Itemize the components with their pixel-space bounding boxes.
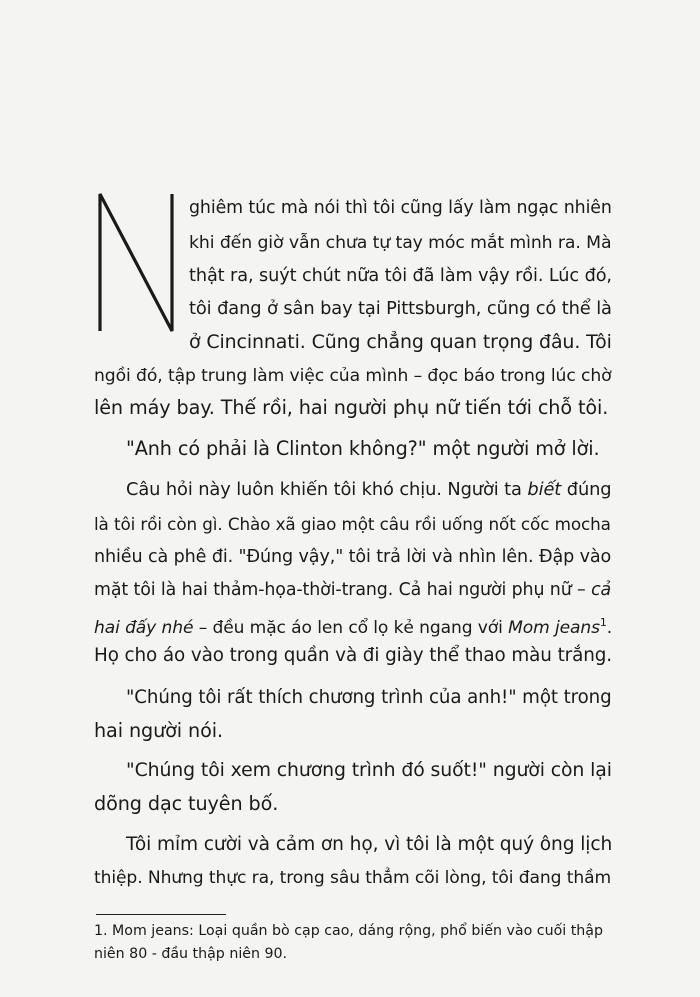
paragraph-1-line-2: khi đến giờ vẫn chưa tự tay móc mắt mình ra. Mà <box>189 233 612 253</box>
text-segment: Câu hỏi này luôn khiến tôi khó chịu. Người ta <box>126 479 528 500</box>
paragraph-1-line-4: tôi đang ở sân bay tại Pittsburgh, cũng có thể là <box>189 298 612 319</box>
paragraph-5-line-2: dõng dạc tuyên bố. <box>94 792 279 815</box>
footnote-reference: 1 <box>599 616 607 629</box>
paragraph-4-line-1: "Chúng tôi rất thích chương trình của anh!" một trong <box>126 687 612 708</box>
paragraph-1-line-3: thật ra, suýt chút nữa tôi đã làm vậy rồi. Lúc đó, <box>189 266 612 286</box>
footnote-line-2: niên 80 - đầu thập niên 90. <box>94 946 288 962</box>
paragraph-1-line-5: ở Cincinnati. Cũng chẳng quan trọng đâu. Tôi <box>189 331 612 353</box>
paragraph-1-line-7: lên máy bay. Thế rồi, hai người phụ nữ tiến tới chỗ tôi. <box>94 396 609 419</box>
paragraph-3-line-6: Họ cho áo vào trong quần và đi giày thể thao màu trắng. <box>94 645 613 666</box>
paragraph-3-line-5 <box>94 611 612 640</box>
text-segment: . <box>606 618 613 638</box>
paragraph-3-line-4 <box>94 578 611 602</box>
paragraph-4-line-2: hai người nói. <box>94 719 223 742</box>
drop-cap-letter-n <box>92 190 180 333</box>
text-segment: đúng <box>561 479 612 500</box>
emphasis-text: Mom jeans <box>508 618 600 638</box>
footnote-line-1: 1. Mom jeans: Loại quần bò cạp cao, dáng rộng, phổ biến vào cuối thập <box>94 923 603 939</box>
paragraph-3-line-2: là tôi rồi còn gì. Chào xã giao một câu rồi uống nốt cốc mocha <box>94 514 611 534</box>
paragraph-2-line-1: "Anh có phải là Clinton không?" một người mở lời. <box>126 437 600 460</box>
footnote-divider <box>96 914 226 915</box>
paragraph-3-line-1 <box>126 478 612 502</box>
paragraph-1-line-6: ngồi đó, tập trung làm việc của mình – đọc báo trong lúc chờ <box>94 366 612 386</box>
text-segment: mặt tôi là hai thảm-họa-thời-trang. Cả hai người phụ nữ – <box>94 580 592 600</box>
emphasis-text: biết <box>527 479 562 500</box>
emphasis-text: hai đấy nhé <box>94 618 194 638</box>
paragraph-3-line-3: nhiều cà phê đi. "Đúng vậy," tôi trả lời và nhìn lên. Đập vào <box>94 547 612 567</box>
drop-cap <box>92 190 180 333</box>
paragraph-6-line-2: thiệp. Nhưng thực ra, trong sâu thẳm cõi lòng, tôi đang thầm <box>94 868 612 888</box>
emphasis-text: cả <box>591 580 612 600</box>
paragraph-6-line-1: Tôi mỉm cười và cảm ơn họ, vì tôi là một quý ông lịch <box>126 834 613 855</box>
paragraph-1-line-1: ghiêm túc mà nói thì tôi cũng lấy làm ngạc nhiên <box>189 198 612 218</box>
text-segment: – đều mặc áo len cổ lọ kẻ ngang với <box>193 618 509 638</box>
paragraph-5-line-1: "Chúng tôi xem chương trình đó suốt!" người còn lại <box>126 760 612 781</box>
